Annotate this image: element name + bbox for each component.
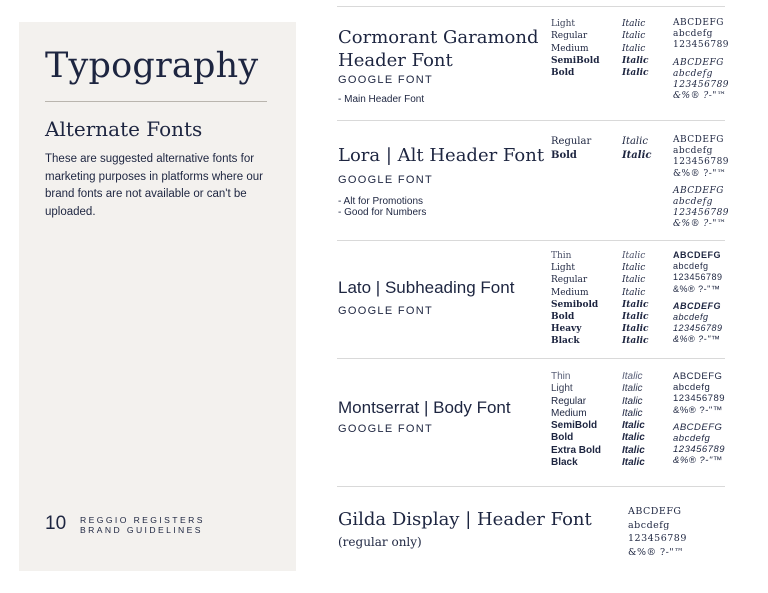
weight-item: Medium [551,43,589,54]
glyph-line: 123456789 [628,533,687,544]
weight-item: Extra Bold [551,444,602,456]
glyph-line: 123456789 [673,208,730,219]
weights-list [551,135,591,163]
brand-footer [80,515,205,535]
italic-item: Italic [622,432,645,444]
brand-name: REGGIO REGISTERS [80,515,205,525]
glyph-line: &%® ?-"™ [628,546,685,558]
section-divider [337,120,725,121]
italic-item: Italic [622,371,643,382]
glyph-line: ABCDEFG [673,371,723,382]
weight-item: SemiBold [551,420,598,432]
italic-item: Italic [622,299,649,310]
glyph-line: 123456789 [673,272,723,283]
glyph-line: ABCDEFG [673,185,724,196]
weight-item: Semibold [551,299,599,310]
weights-list [551,18,600,79]
font-note: - Good for Numbers [338,207,427,218]
glyph-line: &%® ?-"™ [673,404,723,416]
italic-item: Italic [622,150,652,161]
font-name-cormorant [338,26,538,72]
italic-item: Italic [622,55,649,66]
glyph-sample [673,18,729,102]
glyph-line: &%® ?-"™ [673,283,721,294]
font-note: - Main Header Font [338,94,425,105]
weight-item: Regular [551,136,592,147]
glyph-line: 123456789 [673,40,730,51]
glyph-line: ABCDEFG [673,300,721,311]
font-source: GOOGLE FONT [338,305,433,317]
weight-item: Medium [551,407,587,419]
glyph-sample [673,371,725,467]
italic-item: Italic [622,395,643,407]
weight-item: Thin [551,371,571,382]
italic-item: Italic [622,43,646,54]
italic-item: Italic [622,31,646,42]
italics-list [622,18,649,79]
weight-item: Thin [551,251,572,261]
glyph-line: &%® ?-"™ [673,219,727,230]
font-name-lora: Lora | Alt Header Font [338,145,545,166]
glyph-line: ABCDEFG [673,421,723,433]
page-title: Typography [45,46,259,86]
glyph-line: abcdefg [673,29,713,40]
weight-item: Regular [551,31,588,42]
italic-item: Italic [622,19,646,29]
section-divider [337,240,725,241]
glyph-line: ABCDEFG [673,57,724,68]
section-subtitle: Alternate Fonts [45,117,203,141]
glyph-line: &%® ?-"™ [673,91,727,102]
weight-item: Black [551,336,580,347]
glyph-line: 123456789 [673,444,726,456]
glyph-line: abcdefg [673,197,713,208]
italics-list [622,135,651,163]
font-name-lato: Lato | Subheading Font [338,278,515,297]
glyph-sample [673,250,723,346]
weight-item: Light [551,383,573,395]
glyph-line: ABCDEFG [673,135,724,145]
italic-item: Italic [622,444,645,456]
weight-item: SemiBold [551,55,600,66]
glyph-sample [628,505,687,559]
glyph-line: 123456789 [673,323,723,334]
font-name-line: Header Font [338,50,453,71]
font-source: GOOGLE FONT [338,74,433,86]
italics-list [622,250,649,348]
weights-list [551,371,601,469]
italic-item: Italic [622,68,649,79]
glyph-line: ABCDEFG [673,18,724,28]
font-note: (regular only) [338,535,422,549]
italic-item: Italic [622,336,649,347]
weight-item: Bold [551,432,574,444]
weights-list [551,250,598,348]
section-divider [337,486,725,487]
glyph-line: 123456789 [673,393,726,405]
font-name-montserrat: Montserrat | Body Font [338,398,511,417]
brand-doc-title: BRAND GUIDELINES [80,525,203,535]
weight-item: Bold [551,312,575,323]
glyph-line: &%® ?-"™ [673,334,721,345]
glyph-line: abcdefg [673,312,709,323]
glyph-line: 123456789 [673,80,730,91]
italic-item: Italic [622,275,646,286]
weight-item: Bold [551,68,575,79]
glyph-line: abcdefg [673,382,711,394]
weight-item: Regular [551,395,587,407]
font-source: GOOGLE FONT [338,174,433,186]
weight-item: Black [551,457,578,469]
italic-item: Italic [622,263,646,274]
italic-item: Italic [622,407,643,419]
italic-item: Italic [622,312,649,323]
glyph-line: abcdefg [673,68,713,79]
glyph-line: abcdefg [673,146,713,157]
weight-item: Regular [551,275,588,286]
glyph-line: abcdefg [673,261,709,272]
glyph-line: 123456789 [673,157,730,168]
section-divider [337,358,725,359]
glyph-line: &%® ?-"™ [673,168,727,179]
italics-list [622,371,645,469]
font-name-line: Cormorant Garamond [338,27,539,48]
font-note: - Alt for Promotions [338,196,424,207]
weight-item: Medium [551,287,589,298]
italic-item: Italic [622,251,646,261]
weight-item: Light [551,263,576,274]
glyph-line: abcdefg [673,433,711,445]
italic-item: Italic [622,457,645,469]
glyph-line: &%® ?-"™ [673,455,723,467]
italic-item: Italic [622,383,643,395]
weight-item: Bold [551,150,577,161]
italic-item: Italic [622,136,648,147]
italic-item: Italic [622,324,649,335]
glyph-sample [673,135,729,231]
font-source: GOOGLE FONT [338,423,433,435]
font-name-gilda: Gilda Display | Header Font [338,509,592,530]
weight-item: Heavy [551,324,582,335]
glyph-line: ABCDEFG [628,506,682,517]
page-number: 10 [45,513,67,534]
glyph-line: abcdefg [628,519,670,531]
italic-item: Italic [622,420,645,432]
font-notes [338,196,426,218]
section-divider [337,6,725,7]
section-description: These are suggested alternative fonts for marketing purposes in platforms where our brand fonts are not available or can't be uploaded. [45,153,263,218]
weight-item: Light [551,19,576,29]
italic-item: Italic [622,287,646,298]
glyph-line: ABCDEFG [673,250,721,260]
title-divider [45,101,267,102]
sidebar-panel [19,22,296,571]
